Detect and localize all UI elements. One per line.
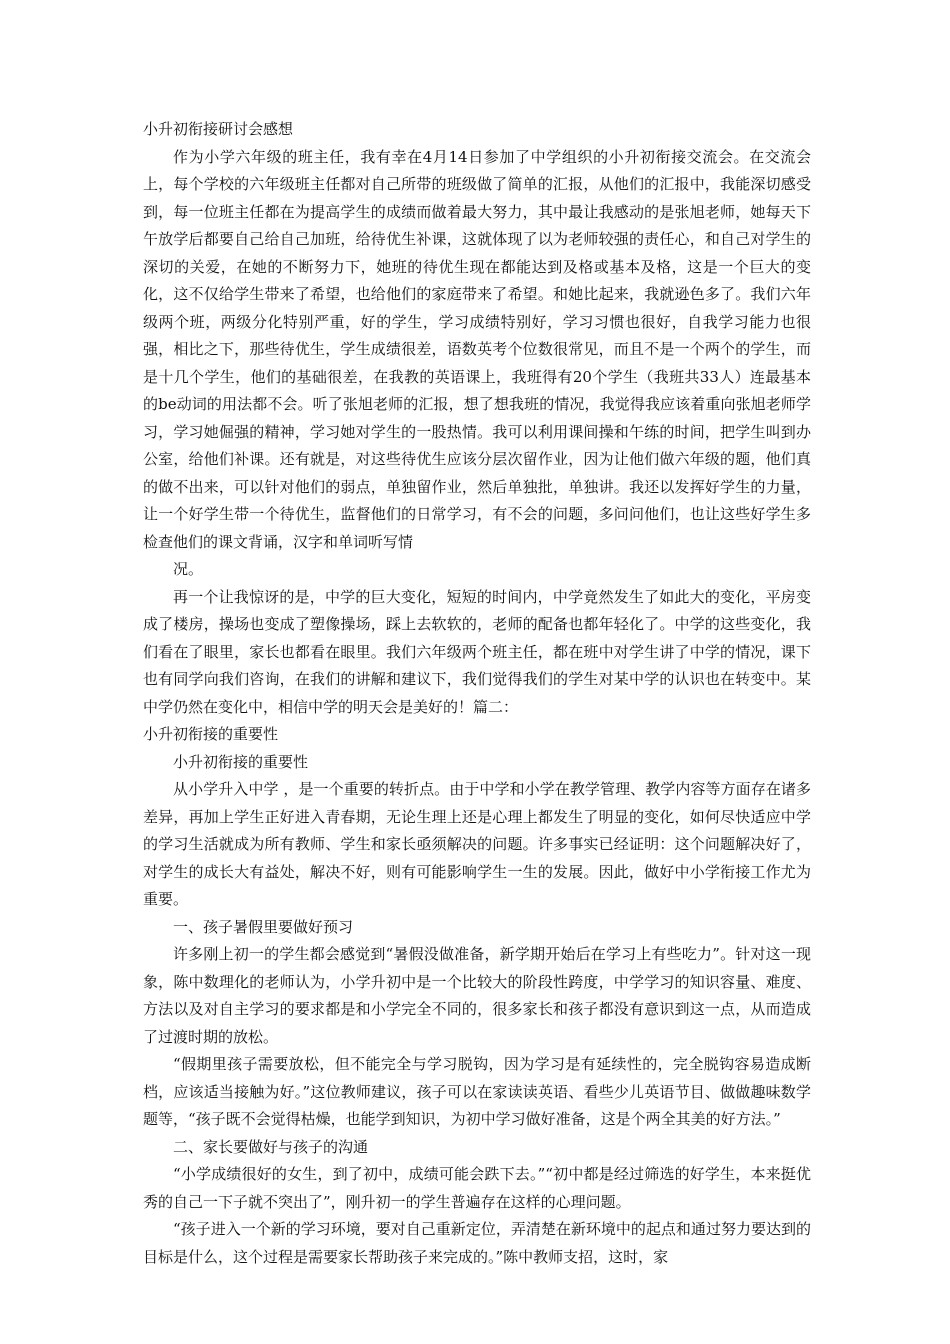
section-heading-1: 一、孩子暑假里要做好预习 [173, 917, 354, 936]
paragraph-2: 再一个让我惊讶的是，中学的巨大变化，短短的时间内，中学竟然发生了如此大的变化，平房变成了楼房，操场也变成了塑像操场，踩上去软软的，老师的配备也都年轻化了。中学的这些变化，我们看在了眼里，家长也都看在眼里。我们六年级两个班主任，都在班中对学生讲了中学的情况，课下也有同学向我们咨询，在我们的讲解和建议下，我们觉得我们的学生对某中学的认识也在转变中。某中学仍然在变化中，相信中学的明天会是美好的！篇二： [143, 587, 811, 716]
paragraph-3: 从小学升入中学 ，是一个重要的转折点。由于中学和小学在教学管理、教学内容等方面存在诸多差异，再加上学生正好进入青春期，无论生理上还是心理上都发生了明显的变化，如何尽快适应中学的学习生活就成为所有教师、学生和家长亟须解决的问题。许多事实已经证明：这个问题解决好了，对学生的成长大有益处，解决不好，则有可能影响学生一生的发展。因此，做好中小学衔接工作尤为重要。 [143, 780, 811, 908]
paragraph-6: “小学成绩很好的女生，到了初中，成绩可能会跌下去。”“初中都是经过筛选的好学生，本来挺优秀的自己一下子就不突出了”，刚升初一的学生普遍存在这样的心理问题。 [143, 1165, 811, 1211]
paragraph-1-tail: 况。 [173, 560, 204, 578]
section-heading-2: 二、家长要做好与孩子的沟通 [173, 1137, 369, 1156]
paragraph-4: 许多刚上初一的学生都会感觉到“暑假没做准备，新学期开始后在学习上有些吃力”。针对这一现象，陈中数理化的老师认为，小学升初中是一个比较大的阶段性跨度，中学学习的知识容量、难度、方法以及对自主学习的要求都是和小学完全不同的，很多家长和孩子都没有意识到这一点，从而造成了过渡时期的放松。 [143, 945, 811, 1046]
paragraph-7: “孩子进入一个新的学习环境，要对自己重新定位，弄清楚在新环境中的起点和通过努力要达到的目标是什么，这个过程是需要家长帮助孩子来完成的。”陈中教师支招，这时，家 [143, 1220, 811, 1266]
document-body [143, 116, 811, 1271]
paragraph-1: 作为小学六年级的班主任，我有幸在4月14日参加了中学组织的小升初衔接交流会。在交流会上，每个学校的六年级班主任都对自己所带的班级做了简单的汇报，从他们的汇报中，我能深切感受到，每一位班主任都在为提高学生的成绩而做着最大努力，其中最让我感动的是张旭老师，她每天下午放学后都要自己给自己加班，给待优生补课，这就体现了以为老师较强的责任心，和自己对学生的深切的关爱，在她的不断努力下，她班的待优生现在都能达到及格或基本及格，这是一个巨大的变化，这不仅给学生带来了希望，也给他们的家庭带来了希望。和她比起来，我就逊色多了。我们六年级两个班，两级分化特别严重，好的学生，学习成绩特别好，学习习惯也很好，自我学习能力也很强，相比之下，那些待优生，学生成绩很差，语数英考个位数很常见，而且不是一个两个的学生，而是十几个学生，他们的基础很差，在我教的英语课上，我班得有20个学生（我班共33人）连最基本的be动词的用法都不会。听了张旭老师的汇报，想了想我班的情况，我觉得我应该着重向张旭老师学习，学习她倔强的精神，学习她对学生的一股热情。我可以利用课间操和午练的时间，把学生叫到办公室，给他们补课。还有就是，对这些待优生应该分层次留作业，因为让他们做六年级的题，他们真的做不出来，可以针对他们的弱点，单独留作业，然后单独批，单独讲。我还以发挥好学生的力量，让一个好学生带一个待优生，监督他们的日常学习，有不会的问题，多问问他们，也让这些好学生多检查他们的课文背诵，汉字和单词听写情 [143, 147, 811, 551]
paragraph-5: “假期里孩子需要放松，但不能完全与学习脱钩，因为学习是有延续性的，完全脱钩容易造成断档，应该适当接触为好。”这位教师建议，孩子可以在家读读英语、看些少儿英语节目、做做趣味数学题等，“孩子既不会觉得枯燥，也能学到知识，为初中学习做好准备，这是个两全其美的好方法。” [143, 1055, 811, 1128]
part-2-subtitle: 小升初衔接的重要性 [173, 752, 309, 771]
document-title: 小升初衔接研讨会感想 [143, 120, 294, 138]
part-2-title: 小升初衔接的重要性 [143, 725, 279, 743]
